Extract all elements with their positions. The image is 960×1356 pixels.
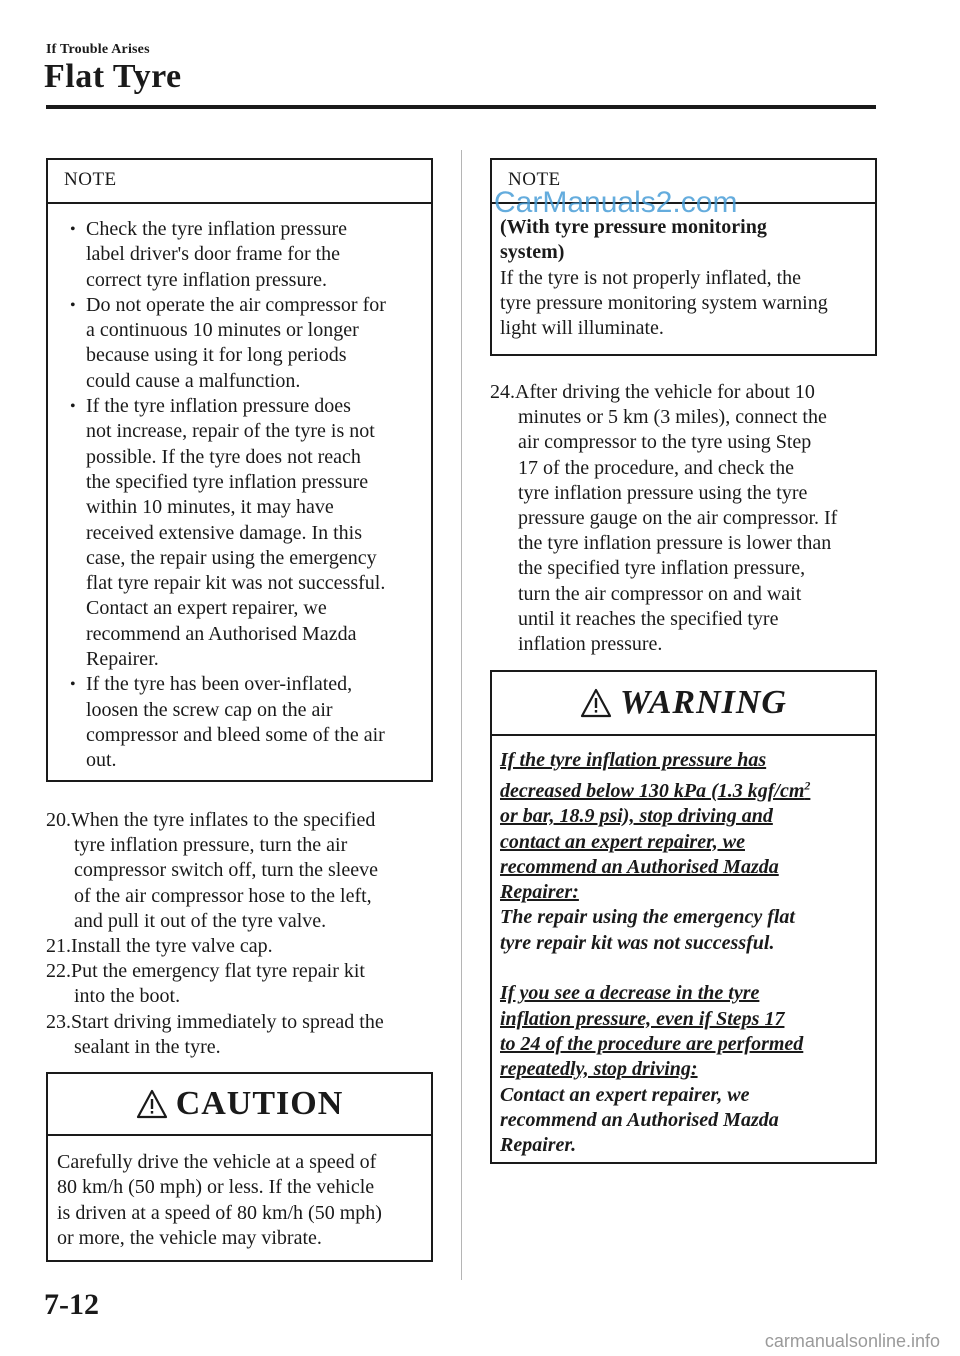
bullet-icon: •	[70, 676, 76, 694]
caution-line: is driven at a speed of 80 km/h (50 mph)	[57, 1201, 382, 1224]
warning-line: If you see a decrease in the tyre	[500, 982, 760, 1005]
note-line: tyre pressure monitoring system warning	[500, 291, 828, 314]
note-box-left	[46, 158, 433, 782]
watermark-bottom: carmanualsonline.info	[764, 1331, 940, 1351]
step-line: and pull it out of the tyre valve.	[74, 909, 327, 932]
note-heading-line: (With tyre pressure monitoring	[500, 216, 767, 238]
note-bullet-line: out.	[86, 749, 117, 772]
note-bullet-line: If the tyre has been over-inflated,	[86, 673, 353, 696]
note-body	[492, 204, 875, 341]
watermark-top: CarManuals2.com	[494, 186, 738, 219]
warning-line	[500, 780, 810, 802]
note-bullet-line: because using it for long periods	[86, 344, 347, 367]
note-bullet-line: received extensive damage. In this	[86, 521, 362, 544]
step-line: 24.After driving the vehicle for about 10	[490, 381, 815, 403]
note-bullet-line: within 10 minutes, it may have	[86, 496, 334, 519]
warning-line: The repair using the emergency flat	[500, 906, 795, 929]
bullet-icon: •	[70, 398, 76, 416]
page-number: 7-12	[44, 1288, 99, 1321]
step-line: turn the air compressor on and wait	[518, 582, 802, 605]
warning-line-text: decreased below 130 kPa (1.3 kgf/cm	[500, 779, 805, 802]
warning-line: Contact an expert repairer, we	[500, 1083, 750, 1106]
note-label: NOTE	[64, 169, 117, 190]
warning-line: to 24 of the procedure are performed	[500, 1032, 804, 1055]
step-line: 17 of the procedure, and check the	[518, 456, 794, 479]
warning-line: If the tyre inflation pressure has	[500, 749, 767, 771]
note-bullet	[48, 293, 431, 394]
note-bullet-line: recommend an Authorised Mazda	[86, 622, 357, 645]
warning-header	[492, 672, 875, 736]
step-23	[46, 1010, 446, 1060]
superscript: 2	[804, 778, 811, 793]
page-title: Flat Tyre	[44, 58, 182, 95]
step-line: the specified tyre inflation pressure,	[518, 557, 806, 580]
note-bullet	[48, 217, 431, 293]
step-20	[46, 808, 446, 934]
note-text	[500, 266, 875, 342]
caution-box	[46, 1072, 433, 1262]
column-divider	[461, 150, 462, 1280]
warning-triangle-icon	[136, 1089, 168, 1119]
note-heading	[500, 215, 875, 266]
note-heading-line: system)	[500, 241, 565, 264]
note-bullet-line: not increase, repair of the tyre is not	[86, 420, 375, 443]
step-line: 22.Put the emergency flat tyre repair kit	[46, 960, 365, 983]
caution-line: Carefully drive the vehicle at a speed of	[57, 1151, 377, 1173]
caution-text	[48, 1136, 431, 1251]
note-label: NOTE	[508, 169, 561, 190]
note-bullet-line: case, the repair using the emergency	[86, 546, 377, 569]
warning-triangle-icon	[580, 688, 612, 718]
step-21	[46, 934, 446, 959]
steps-right	[490, 380, 890, 657]
step-line: inflation pressure.	[518, 633, 663, 656]
caution-line: or more, the vehicle may vibrate.	[57, 1226, 322, 1249]
step-line: 21.Install the tyre valve cap.	[46, 935, 273, 958]
caution-title: CAUTION	[175, 1085, 344, 1122]
note-bullet	[48, 672, 431, 773]
step-line: minutes or 5 km (3 miles), connect the	[518, 406, 827, 429]
warning-line: Repairer:	[500, 881, 579, 904]
note-header	[48, 160, 431, 204]
warning-line: contact an expert repairer, we	[500, 830, 745, 853]
step-line: air compressor to the tyre using Step	[518, 431, 812, 454]
step-line: tyre inflation pressure, turn the air	[74, 834, 348, 857]
step-24	[490, 380, 890, 657]
warning-line: recommend an Authorised Mazda	[500, 855, 779, 878]
warning-line: Repairer.	[500, 1134, 577, 1157]
note-bullet-line: a continuous 10 minutes or longer	[86, 319, 359, 342]
note-bullet-line: the specified tyre inflation pressure	[86, 470, 369, 493]
warning-box	[490, 670, 877, 1164]
step-line: sealant in the tyre.	[74, 1035, 221, 1058]
note-bullet-line: correct tyre inflation pressure.	[86, 268, 328, 291]
warning-title: WARNING	[620, 684, 787, 721]
step-line: the tyre inflation pressure is lower than	[518, 532, 832, 555]
warning-line: or bar, 18.9 psi), stop driving and	[500, 805, 773, 828]
note-bullet-line: If the tyre inflation pressure does	[86, 395, 351, 418]
warning-line: tyre repair kit was not successful.	[500, 931, 775, 954]
step-line: of the air compressor hose to the left,	[74, 884, 372, 907]
note-bullet-line: label driver's door frame for the	[86, 243, 341, 266]
note-bullet-line: loosen the screw cap on the air	[86, 698, 333, 721]
note-line: If the tyre is not properly inflated, the	[500, 266, 802, 289]
warning-text	[492, 736, 875, 1158]
note-bullet-line: compressor and bleed some of the air	[86, 723, 385, 746]
bullet-icon: •	[70, 221, 76, 238]
note-bullet-line: possible. If the tyre does not reach	[86, 445, 361, 468]
note-bullet-line: Do not operate the air compressor for	[86, 293, 386, 316]
step-line: 23.Start driving immediately to spread the	[46, 1010, 384, 1033]
step-line: until it reaches the specified tyre	[518, 607, 779, 630]
bullet-icon: •	[70, 296, 76, 314]
note-bullet	[48, 394, 431, 672]
warning-line: recommend an Authorised Mazda	[500, 1108, 779, 1131]
step-line: into the boot.	[74, 985, 181, 1008]
note-line: light will illuminate.	[500, 317, 664, 340]
section-label: If Trouble Arises	[46, 42, 150, 57]
step-line: pressure gauge on the air compressor. If	[518, 507, 838, 530]
note-bullet-line: flat tyre repair kit was not successful.	[86, 572, 386, 595]
step-line: tyre inflation pressure using the tyre	[518, 481, 808, 504]
warning-line: repeatedly, stop driving:	[500, 1058, 698, 1081]
note-bullet-list	[48, 217, 431, 774]
header-rule	[46, 105, 876, 109]
note-bullet-line: could cause a malfunction.	[86, 369, 301, 392]
step-line: compressor switch off, turn the sleeve	[74, 859, 378, 882]
note-bullet-line: Repairer.	[86, 648, 159, 671]
step-22	[46, 959, 446, 1009]
steps-left	[46, 808, 446, 1060]
note-bullet-line: Contact an expert repairer, we	[86, 597, 327, 620]
step-line: 20.When the tyre inflates to the specified	[46, 809, 376, 831]
caution-header	[48, 1074, 431, 1136]
caution-line: 80 km/h (50 mph) or less. If the vehicle	[57, 1176, 375, 1199]
note-bullet-line: Check the tyre inflation pressure	[86, 218, 348, 240]
warning-line: inflation pressure, even if Steps 17	[500, 1007, 785, 1030]
